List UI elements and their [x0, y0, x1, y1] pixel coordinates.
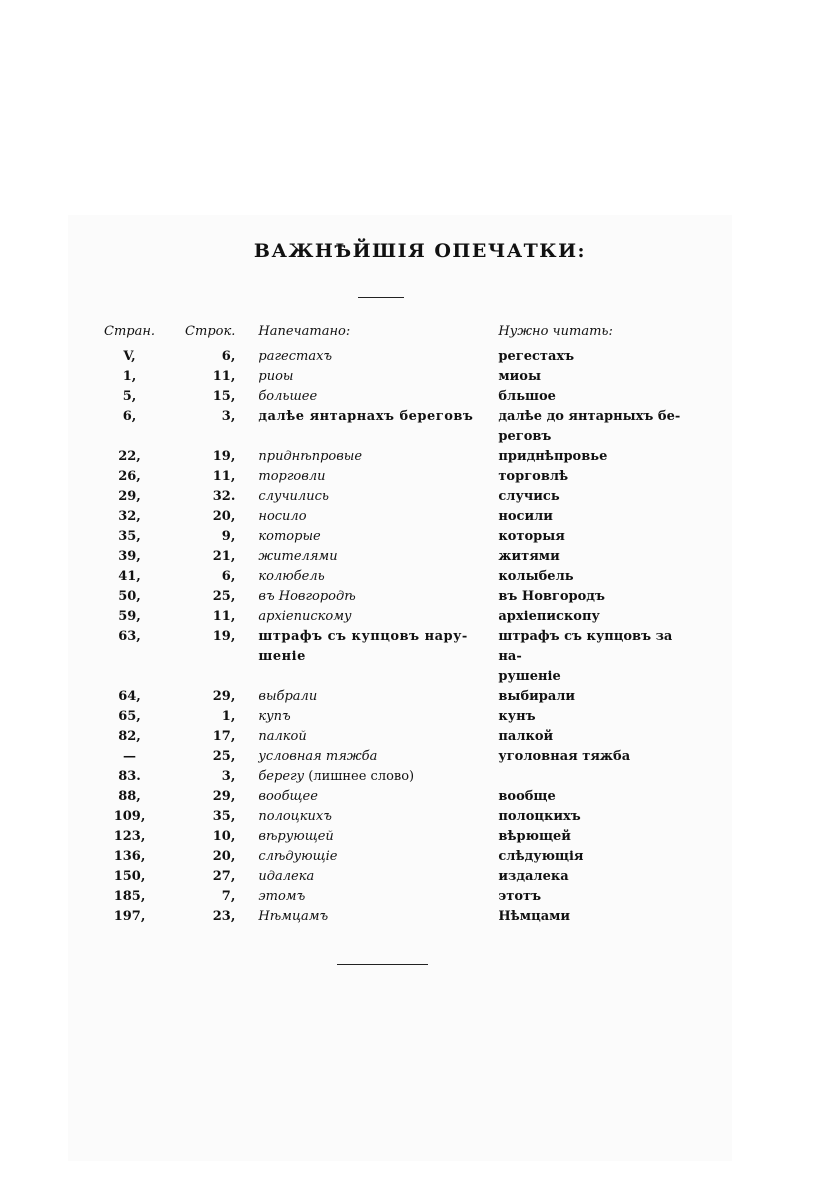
- row-correct: въ Новгородъ: [498, 589, 605, 604]
- row-printed: [235, 847, 498, 867]
- row-page: 88,: [118, 789, 141, 804]
- row-printed: [235, 347, 498, 367]
- errata-row: [104, 587, 698, 607]
- errata-row: [104, 907, 698, 927]
- printed-text: идалека: [258, 869, 315, 884]
- row-page: 5,: [122, 389, 137, 404]
- row-line: 9,: [221, 529, 236, 544]
- row-line: 10,: [212, 829, 236, 844]
- errata-row: [104, 367, 698, 387]
- row-line: 20,: [212, 849, 236, 864]
- row-printed: [235, 727, 498, 747]
- row-printed: [235, 787, 498, 807]
- end-divider: [337, 964, 428, 965]
- printed-text: условная тяжба: [258, 749, 378, 764]
- page-title: ВАЖНѢЙШІЯ ОПЕЧАТКИ:: [253, 240, 587, 262]
- printed-text: приднѣпровые: [258, 449, 363, 464]
- row-correct: приднѣпровье: [498, 449, 608, 464]
- row-correct: регестахъ: [498, 349, 575, 364]
- row-page: —: [123, 749, 137, 764]
- row-correct: житями: [498, 549, 560, 564]
- row-page: 109,: [113, 809, 146, 824]
- errata-row: [104, 487, 698, 507]
- printed-text: случились: [258, 489, 329, 504]
- row-correct: кунъ: [498, 709, 536, 724]
- row-printed: [235, 407, 498, 447]
- errata-row: [104, 547, 698, 567]
- row-line: 27,: [212, 869, 236, 884]
- row-printed: [235, 747, 498, 767]
- row-page: 64,: [118, 689, 141, 704]
- row-line: 19,: [212, 629, 236, 644]
- row-correct: этотъ: [498, 889, 542, 904]
- row-printed: [235, 707, 498, 727]
- printed-text: колюбель: [258, 569, 325, 584]
- row-printed: [235, 687, 498, 707]
- row-page: 41,: [118, 569, 141, 584]
- errata-row: [104, 387, 698, 407]
- errata-row: [104, 847, 698, 867]
- row-line: 35,: [212, 809, 236, 824]
- row-page: 63,: [118, 629, 141, 644]
- row-correct: выбирали: [498, 689, 576, 704]
- printed-text: носило: [258, 509, 307, 524]
- printed-text: палкой: [258, 729, 307, 744]
- row-printed: [235, 367, 498, 387]
- row-correct: Нѣмцами: [498, 909, 571, 924]
- row-line: 25,: [212, 749, 236, 764]
- errata-body: [104, 347, 698, 927]
- row-line: 20,: [212, 509, 236, 524]
- row-page: 6,: [122, 409, 137, 424]
- errata-row: [104, 507, 698, 527]
- errata-row: [104, 407, 698, 447]
- row-line: 19,: [212, 449, 236, 464]
- errata-row: [104, 767, 698, 787]
- errata-row: [104, 607, 698, 627]
- row-printed: [235, 827, 498, 847]
- row-correct: полоцкихъ: [498, 809, 581, 824]
- errata-row: [104, 727, 698, 747]
- row-correct: издалека: [498, 869, 569, 884]
- row-correct: далѣе до янтарныхъ бе- реговъ: [498, 409, 681, 444]
- errata-row: [104, 807, 698, 827]
- errata-row: [104, 787, 698, 807]
- row-printed: [235, 907, 498, 927]
- row-printed: [235, 487, 498, 507]
- row-page: 123,: [113, 829, 146, 844]
- row-line: 11,: [212, 369, 236, 384]
- row-correct: уголовная тяжба: [498, 749, 631, 764]
- row-line: 29,: [212, 689, 236, 704]
- row-printed: [235, 887, 498, 907]
- row-page: 29,: [118, 489, 141, 504]
- row-page: 136,: [113, 849, 146, 864]
- row-page: 83.: [118, 769, 141, 784]
- errata-row: [104, 527, 698, 547]
- row-printed: [235, 767, 498, 787]
- row-page: 65,: [118, 709, 141, 724]
- printed-text: этомъ: [258, 889, 306, 904]
- row-page: 197,: [113, 909, 146, 924]
- row-page: 50,: [118, 589, 141, 604]
- printed-text: риоы: [258, 369, 294, 384]
- row-page: 32,: [118, 509, 141, 524]
- row-line: 1,: [221, 709, 236, 724]
- row-page: 35,: [118, 529, 141, 544]
- row-correct: слѣдующія: [498, 849, 584, 864]
- header-printed: Напечатано:: [258, 324, 351, 339]
- printed-text: вѣрующей: [258, 829, 334, 844]
- printed-text: которые: [258, 529, 321, 544]
- row-printed: [235, 387, 498, 407]
- errata-row: [104, 467, 698, 487]
- row-page: 82,: [118, 729, 141, 744]
- row-line: 3,: [221, 409, 236, 424]
- row-correct: торговлѣ: [498, 469, 569, 484]
- row-line: 6,: [221, 349, 236, 364]
- row-printed: [235, 447, 498, 467]
- row-page: 26,: [118, 469, 141, 484]
- printed-text: далѣе янтарнахъ береговъ: [258, 409, 474, 424]
- errata-row: [104, 347, 698, 367]
- row-correct: случись: [498, 489, 560, 504]
- header-line: Строк.: [185, 324, 236, 339]
- printed-text: штрафъ съ купцовъ нару- шеніе: [258, 629, 468, 664]
- row-correct: архіепископу: [498, 609, 600, 624]
- errata-row: [104, 707, 698, 727]
- errata-row: [104, 747, 698, 767]
- row-correct: вѣрющей: [498, 829, 571, 844]
- row-correct: миоы: [498, 369, 542, 384]
- row-printed: [235, 507, 498, 527]
- row-line: 17,: [212, 729, 236, 744]
- errata-row: [104, 447, 698, 467]
- header-correct: Нужно читать:: [498, 324, 613, 339]
- row-line: 11,: [212, 469, 236, 484]
- errata-row: [104, 887, 698, 907]
- row-printed: [235, 627, 498, 687]
- row-line: 6,: [221, 569, 236, 584]
- row-printed: [235, 587, 498, 607]
- row-page: 185,: [113, 889, 146, 904]
- row-page: 150,: [113, 869, 146, 884]
- row-correct: штрафъ съ купцовъ за на- рушеніе: [498, 629, 673, 684]
- printed-text: Нѣмцамъ: [258, 909, 329, 924]
- printed-text: торговли: [258, 469, 326, 484]
- printed-text: выбрали: [258, 689, 318, 704]
- row-correct: колыбель: [498, 569, 574, 584]
- row-page: 59,: [118, 609, 141, 624]
- row-line: 3,: [221, 769, 236, 784]
- row-correct: вообще: [498, 789, 556, 804]
- row-line: 7,: [221, 889, 236, 904]
- row-printed: [235, 547, 498, 567]
- row-correct: бльшое: [498, 389, 556, 404]
- printed-text: вообщее: [258, 789, 318, 804]
- printed-note: (лишнее слово): [304, 769, 415, 784]
- row-printed: [235, 527, 498, 547]
- printed-text: купъ: [258, 709, 291, 724]
- row-correct: которыя: [498, 529, 565, 544]
- row-printed: [235, 607, 498, 627]
- row-printed: [235, 807, 498, 827]
- errata-row: [104, 687, 698, 707]
- header-page: Стран.: [104, 324, 156, 339]
- row-line: 25,: [212, 589, 236, 604]
- printed-text: слѣдующіе: [258, 849, 338, 864]
- row-line: 11,: [212, 609, 236, 624]
- row-page: 1,: [122, 369, 137, 384]
- row-page: 22,: [118, 449, 141, 464]
- row-printed: [235, 467, 498, 487]
- errata-row: [104, 867, 698, 887]
- row-correct: палкой: [498, 729, 554, 744]
- errata-row: [104, 827, 698, 847]
- errata-table: [104, 322, 698, 927]
- row-page: V,: [123, 349, 136, 364]
- printed-text: берегу: [258, 769, 305, 784]
- row-page: 39,: [118, 549, 141, 564]
- errata-row: [104, 567, 698, 587]
- row-correct: носили: [498, 509, 553, 524]
- printed-text: жителями: [258, 549, 338, 564]
- row-printed: [235, 567, 498, 587]
- printed-text: полоцкихъ: [258, 809, 332, 824]
- row-line: 29,: [212, 789, 236, 804]
- printed-text: архіепискому: [258, 609, 352, 624]
- errata-header-row: [104, 322, 698, 347]
- printed-text: въ Новгородѣ: [258, 589, 356, 604]
- printed-text: рагестахъ: [258, 349, 333, 364]
- row-line: 32.: [212, 489, 236, 504]
- row-printed: [235, 867, 498, 887]
- title-divider: [358, 297, 404, 298]
- row-line: 23,: [212, 909, 236, 924]
- printed-text: большее: [258, 389, 318, 404]
- row-line: 21,: [212, 549, 236, 564]
- row-correct: [498, 767, 698, 787]
- row-line: 15,: [212, 389, 236, 404]
- errata-row: [104, 627, 698, 687]
